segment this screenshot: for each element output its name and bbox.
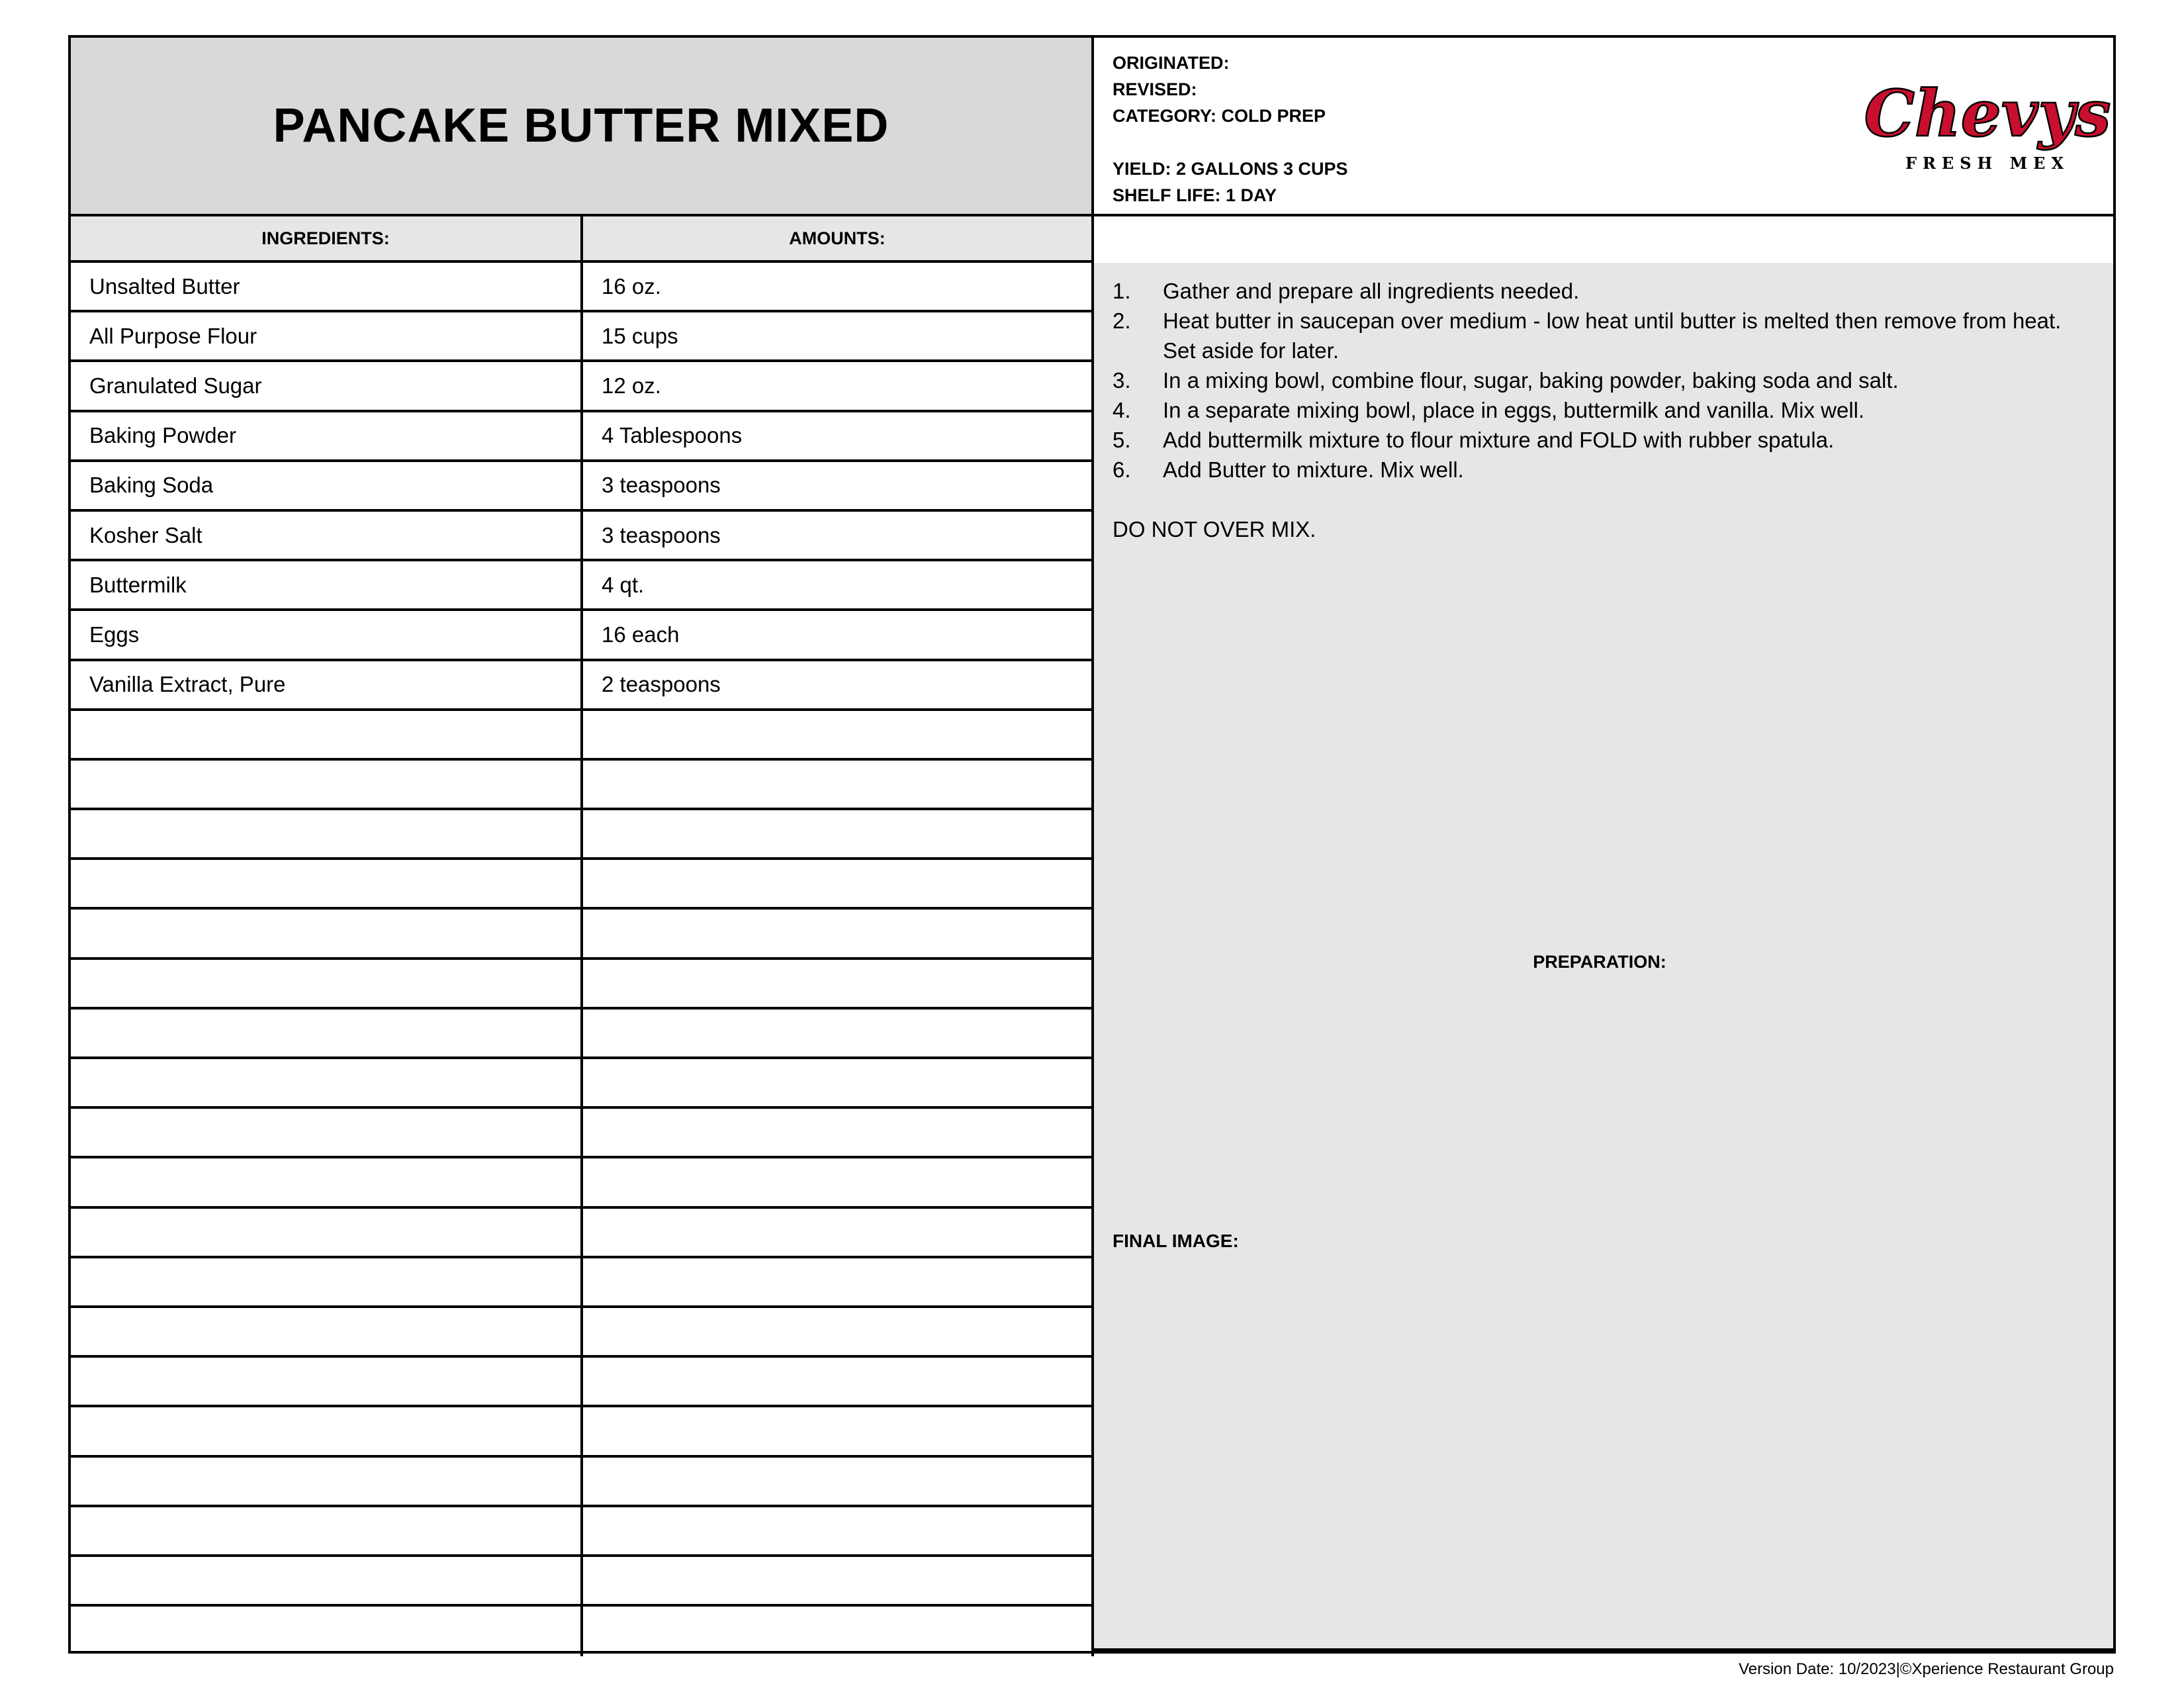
final-image-label: FINAL IMAGE: <box>1113 1231 1239 1251</box>
ingredient-amount: 16 each <box>583 611 1094 658</box>
table-row <box>71 910 1094 959</box>
table-row <box>71 1407 1094 1457</box>
ingredient-amount <box>583 1507 1094 1554</box>
ingredient-amount: 3 teaspoons <box>583 512 1094 559</box>
ingredient-amount <box>583 711 1094 758</box>
table-row <box>71 661 1094 711</box>
ingredient-amount <box>583 1308 1094 1355</box>
step-text: Add buttermilk mixture to flour mixture and FOLD with rubber spatula. <box>1163 428 1835 452</box>
table-row <box>71 611 1094 661</box>
ingredient-amount: 2 teaspoons <box>583 661 1094 708</box>
table-row <box>71 1059 1094 1109</box>
table-row <box>71 1358 1094 1407</box>
ingredient-name <box>71 1258 583 1305</box>
ingredient-name <box>71 711 583 758</box>
ingredient-name <box>71 860 583 907</box>
table-row <box>71 362 1094 412</box>
preparation-section <box>1094 263 2113 1651</box>
ingredients-header: INGREDIENTS: <box>71 216 583 263</box>
ingredient-name <box>71 1507 583 1554</box>
prep-step <box>1113 365 2087 395</box>
ingredient-amount <box>583 1009 1094 1056</box>
ingredient-name: Baking Soda <box>71 462 583 509</box>
ingredient-name: Unsalted Butter <box>71 263 583 310</box>
ingredients-table <box>71 263 1094 1656</box>
table-row <box>71 1458 1094 1507</box>
ingredient-amount <box>583 1458 1094 1505</box>
preparation-header: PREPARATION: <box>1094 263 2113 1651</box>
ingredient-name: Eggs <box>71 611 583 658</box>
chevys-logo <box>1864 63 2111 182</box>
ingredient-name <box>71 1308 583 1355</box>
ingredient-amount <box>583 1209 1094 1256</box>
recipe-card <box>68 35 2116 1654</box>
ingredient-amount <box>583 910 1094 957</box>
step-number: 2. <box>1113 308 1131 333</box>
preparation-steps <box>1113 276 2087 485</box>
table-row <box>71 960 1094 1009</box>
ingredient-amount <box>583 1158 1094 1205</box>
step-text: In a separate mixing bowl, place in eggs, buttermilk and vanilla. Mix well. <box>1163 398 1865 422</box>
revised-field: REVISED: <box>1113 79 1197 99</box>
logo-brand-text: Chevys <box>1864 76 2111 151</box>
table-row <box>71 561 1094 611</box>
ingredient-amount <box>583 761 1094 808</box>
ingredient-amount <box>583 1059 1094 1106</box>
prep-step <box>1113 276 2087 306</box>
table-row <box>71 761 1094 810</box>
prep-step <box>1113 455 2087 485</box>
prep-step <box>1113 306 2087 365</box>
ingredient-amount <box>583 810 1094 857</box>
ingredient-amount: 16 oz. <box>583 263 1094 310</box>
ingredient-amount: 4 Tablespoons <box>583 412 1094 459</box>
version-footer: Version Date: 10/2023|©Xperience Restaurant Group <box>1739 1660 2114 1678</box>
step-number: 3. <box>1113 368 1131 393</box>
table-row <box>71 810 1094 860</box>
prep-note: DO NOT OVER MIX. <box>1113 517 1316 541</box>
ingredient-name: Baking Powder <box>71 412 583 459</box>
ingredient-amount: 12 oz. <box>583 362 1094 409</box>
ingredient-name <box>71 960 583 1007</box>
table-row <box>71 263 1094 312</box>
table-row <box>71 1258 1094 1308</box>
category-field: CATEGORY: COLD PREP <box>1113 106 1326 126</box>
ingredient-amount <box>583 960 1094 1007</box>
table-row <box>71 1308 1094 1358</box>
ingredient-name <box>71 1158 583 1205</box>
ingredient-name <box>71 1059 583 1106</box>
prep-step <box>1113 425 2087 455</box>
step-text: Gather and prepare all ingredients needed. <box>1163 279 1580 303</box>
ingredient-name: Buttermilk <box>71 561 583 608</box>
ingredient-name <box>71 1557 583 1604</box>
ingredient-name <box>71 910 583 957</box>
table-row <box>71 1209 1094 1258</box>
step-number: 4. <box>1113 398 1131 422</box>
table-row <box>71 462 1094 512</box>
ingredient-amount <box>583 1607 1094 1656</box>
step-number: 6. <box>1113 457 1131 482</box>
recipe-info <box>1094 38 2113 216</box>
table-row <box>71 512 1094 561</box>
recipe-title: PANCAKE BUTTER MIXED <box>273 99 889 152</box>
step-number: 5. <box>1113 428 1131 452</box>
ingredient-name <box>71 1407 583 1454</box>
originated-field: ORIGINATED: <box>1113 53 1230 73</box>
ingredient-name <box>71 1458 583 1505</box>
prep-step <box>1113 395 2087 425</box>
ingredient-amount <box>583 860 1094 907</box>
logo-tagline-text: FRESH MEX <box>1905 154 2070 173</box>
ingredient-name <box>71 1109 583 1156</box>
table-row <box>71 1009 1094 1059</box>
shelf-life-field: SHELF LIFE: 1 DAY <box>1113 185 1277 205</box>
ingredient-amount <box>583 1258 1094 1305</box>
ingredient-name <box>71 810 583 857</box>
table-row <box>71 1109 1094 1158</box>
table-row <box>71 1507 1094 1557</box>
step-text: Add Butter to mixture. Mix well. <box>1163 457 1464 482</box>
table-row <box>71 711 1094 761</box>
table-row <box>71 412 1094 462</box>
ingredient-amount: 15 cups <box>583 312 1094 359</box>
ingredient-amount <box>583 1358 1094 1405</box>
ingredient-name <box>71 761 583 808</box>
table-row <box>71 1607 1094 1656</box>
ingredient-amount <box>583 1407 1094 1454</box>
table-row <box>71 1557 1094 1607</box>
table-row <box>71 312 1094 362</box>
yield-field: YIELD: 2 GALLONS 3 CUPS <box>1113 159 1348 179</box>
table-row <box>71 860 1094 910</box>
amounts-header: AMOUNTS: <box>583 216 1094 263</box>
step-text: In a mixing bowl, combine flour, sugar, baking powder, baking soda and salt. <box>1163 368 1899 393</box>
step-number: 1. <box>1113 279 1131 303</box>
ingredient-name: All Purpose Flour <box>71 312 583 359</box>
ingredient-name: Granulated Sugar <box>71 362 583 409</box>
ingredient-amount <box>583 1557 1094 1604</box>
ingredient-name <box>71 1009 583 1056</box>
ingredient-amount <box>583 1109 1094 1156</box>
ingredient-name <box>71 1358 583 1405</box>
table-row <box>71 1158 1094 1208</box>
ingredient-name <box>71 1607 583 1656</box>
ingredient-amount: 3 teaspoons <box>583 462 1094 509</box>
ingredient-name: Kosher Salt <box>71 512 583 559</box>
ingredient-name <box>71 1209 583 1256</box>
step-text: Heat butter in saucepan over medium - low heat until butter is melted then remove from heat. Set aside for later. <box>1163 308 2062 363</box>
ingredient-name: Vanilla Extract, Pure <box>71 661 583 708</box>
title-cell <box>71 38 1094 216</box>
ingredient-amount: 4 qt. <box>583 561 1094 608</box>
